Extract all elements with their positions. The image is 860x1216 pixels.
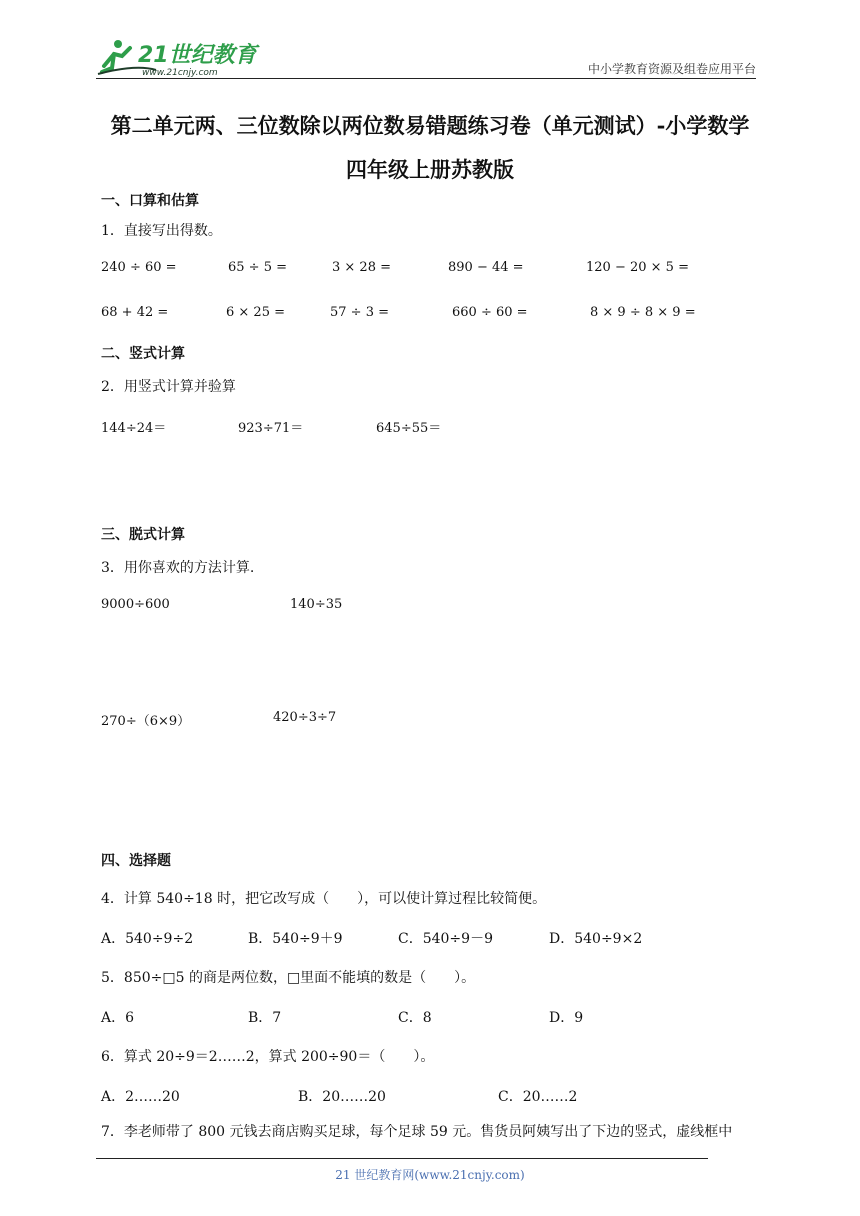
question-2: 2．用竖式计算并验算 [101, 379, 236, 395]
section-1-heading: 一、口算和估算 [101, 193, 199, 209]
question-1: 1．直接写出得数。 [101, 223, 222, 239]
option-b[interactable]: B．20……20 [298, 1089, 386, 1105]
question-7: 7．李老师带了 800 元钱去商店购买足球，每个足球 59 元。售货员阿姨写出了下边的竖式，虚线框中 [101, 1124, 733, 1140]
calc-item: 240 ÷ 60 = [101, 260, 177, 275]
option-c[interactable]: C．8 [398, 1010, 432, 1026]
option-d[interactable]: D．540÷9×2 [549, 931, 643, 947]
calc-item: 140÷35 [290, 597, 343, 612]
question-6: 6．算式 20÷9＝2……2，算式 200÷90＝（ ）。 [101, 1049, 435, 1065]
option-a[interactable]: A．2……20 [101, 1089, 180, 1105]
logo-text: 21世纪教育 [138, 43, 257, 68]
calc-item: 9000÷600 [101, 597, 170, 612]
section-3-heading: 三、脱式计算 [101, 527, 185, 543]
calc-item: 120 − 20 × 5 = [586, 260, 689, 275]
calc-item: 65 ÷ 5 = [228, 260, 287, 275]
calc-item: 3 × 28 = [332, 260, 391, 275]
calc-item: 68 + 42 = [101, 305, 169, 320]
footer-text[interactable]: 21 世纪教育网(www.21cnjy.com) [335, 1168, 525, 1182]
option-b[interactable]: B．540÷9＋9 [248, 931, 343, 947]
option-c[interactable]: C．20……2 [498, 1089, 578, 1105]
calc-item: 270÷（6×9） [101, 714, 191, 729]
footer-divider [96, 1158, 708, 1159]
calc-item: 420÷3÷7 [273, 710, 337, 725]
option-a[interactable]: A．540÷9÷2 [101, 931, 194, 947]
section-2-heading: 二、竖式计算 [101, 346, 185, 362]
question-4: 4．计算 540÷18 时，把它改写成（ ），可以使计算过程比较简便。 [101, 891, 547, 907]
calc-item: 660 ÷ 60 = [452, 305, 528, 320]
section-4-heading: 四、选择题 [101, 853, 171, 869]
option-b[interactable]: B．7 [248, 1010, 282, 1026]
question-5: 5．850÷□5 的商是两位数，□里面不能填的数是（ ）。 [101, 970, 476, 986]
calc-item: 8 × 9 ÷ 8 × 9 = [590, 305, 696, 320]
option-c[interactable]: C．540÷9－9 [398, 931, 493, 947]
page-title-line2: 四年级上册苏教版 [346, 157, 514, 182]
calc-item: 890 − 44 = [448, 260, 524, 275]
option-a[interactable]: A．6 [101, 1010, 135, 1026]
page-title-line1: 第二单元两、三位数除以两位数易错题练习卷（单元测试）-小学数学 [110, 113, 750, 138]
calc-item: 923÷71＝ [238, 421, 304, 436]
logo-url: www.21cnjy.com [142, 68, 218, 78]
header-platform-text: 中小学教育资源及组卷应用平台 [587, 62, 756, 76]
header-divider [96, 78, 756, 79]
calc-item: 645÷55＝ [376, 421, 442, 436]
question-3: 3．用你喜欢的方法计算. [101, 560, 255, 576]
runner-logo-icon [96, 36, 266, 78]
calc-item: 144÷24＝ [101, 421, 167, 436]
calc-item: 6 × 25 = [226, 305, 285, 320]
site-logo [96, 36, 266, 78]
option-d[interactable]: D．9 [549, 1010, 584, 1026]
calc-item: 57 ÷ 3 = [330, 305, 389, 320]
